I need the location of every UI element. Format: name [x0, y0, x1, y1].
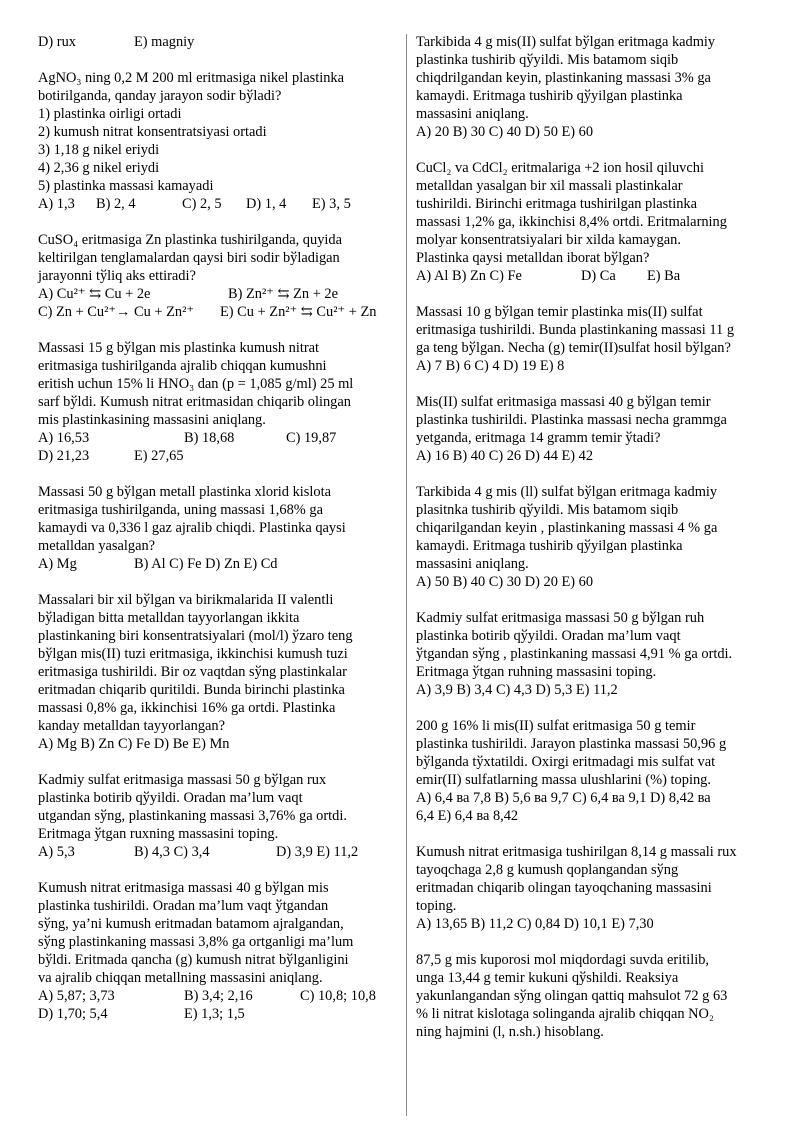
- answer-option: A) 1,3: [38, 196, 75, 212]
- text-line: massasini aniqlang.: [416, 556, 529, 572]
- spacer: [38, 753, 396, 771]
- text-line: plastinka tushirib qўyildi. Mis batamom siqib: [416, 52, 679, 68]
- spacer: [38, 465, 396, 483]
- answer-option: A) 16,53: [38, 430, 90, 446]
- text-line: sўng plastinkaning massasi 3,8% ga ortganligi ma’lum: [38, 934, 354, 950]
- spacer: [416, 933, 778, 951]
- text-line: plastinka botirib qўyildi. Oradan ma’lum vaqt: [416, 628, 681, 644]
- answer-option: D) Ca: [581, 268, 616, 284]
- text-line: kamaydi. Eritmaga tushirib qўyilgan plastinka: [416, 538, 683, 554]
- answer-options: [38, 555, 396, 573]
- text-line: A) 3,9 B) 3,4 C) 4,3 D) 5,3 E) 11,2: [416, 682, 618, 698]
- text-line: metalldan yasalgan bir xil massali plastinkalar: [416, 178, 683, 194]
- answer-options: [38, 429, 396, 447]
- text-line: tayoqchaga 2,8 g kumush qoplangandan sўng: [416, 862, 679, 878]
- answer-option: B) 2, 4: [96, 196, 136, 212]
- text-line: Massalari bir xil bўlgan va birikmalarida II valentli: [38, 592, 334, 608]
- right-column: [416, 33, 778, 1041]
- answer-options: [38, 303, 396, 321]
- text-line: chiqdrilgandan keyin, plastinkaning massasi 3% ga: [416, 70, 711, 86]
- text-line: A) 20 B) 30 C) 40 D) 50 E) 60: [416, 124, 594, 140]
- text-line: Kadmiy sulfat eritmasiga massasi 50 g bўlgan rux: [38, 772, 327, 788]
- answer-option: E) 1,3; 1,5: [184, 1006, 245, 1022]
- text-line: yakunlangandan sўng olingan qattiq mahsulot 72 g 63: [416, 988, 728, 1004]
- answer-option: C) Zn + Cu²⁺→ Cu + Zn²⁺: [38, 304, 194, 320]
- text-line: plastinka tushirildi. Oradan ma’lum vaqt ўtgandan: [38, 898, 329, 914]
- answer-option: A) Al B) Zn C) Fe: [416, 268, 522, 284]
- text-line: CuCl₂ va CdCl₂ eritmalariga +2 ion hosil qiluvchi: [416, 160, 704, 176]
- text-line: eritmasiga tushirildi. Bunda plastinkaning massasi 11 g: [416, 322, 735, 338]
- answer-option: E) magniy: [134, 34, 195, 50]
- spacer: [416, 141, 778, 159]
- text-line: eritmasiga tushirilganda, uning massasi 1,68% ga: [38, 502, 323, 518]
- text-line: tushirildi. Birinchi eritmaga tushirilgan plastinka: [416, 196, 697, 212]
- spacer: [38, 213, 396, 231]
- text-line: plastinka tushirildi. Jarayon plastinka massasi 50,96 g: [416, 736, 727, 752]
- answer-option: B) 18,68: [184, 430, 235, 446]
- text-line: A) 13,65 B) 11,2 C) 0,84 D) 10,1 E) 7,30: [416, 916, 654, 932]
- answer-option: B) 3,4; 2,16: [184, 988, 253, 1004]
- left-column: [38, 33, 396, 1023]
- text-line: CuSO₄ eritmasiga Zn plastinka tushirilganda, quyida: [38, 232, 342, 248]
- text-line: massasi 1,2% ga, ikkinchisi 8,4% ortdi. Eritmalarning: [416, 214, 727, 230]
- answer-options: [416, 267, 778, 285]
- text-line: mis plastinkasining massasini aniqlang.: [38, 412, 266, 428]
- text-line: Massasi 15 g bўlgan mis plastinka kumush nitrat: [38, 340, 319, 356]
- text-line: va ajralib chiqqan metallning massasini aniqlang.: [38, 970, 323, 986]
- text-line: massasini aniqlang.: [416, 106, 529, 122]
- answer-option: B) Al C) Fe D) Zn E) Cd: [134, 556, 278, 572]
- answer-option: C) 2, 5: [182, 196, 222, 212]
- text-line: A) 16 B) 40 C) 26 D) 44 E) 42: [416, 448, 594, 464]
- text-line: Eritmaga ўtgan ruhning massasini toping.: [416, 664, 657, 680]
- spacer: [416, 825, 778, 843]
- text-line: bўlgan mis(II) tuzi eritmasiga, ikkinchisi kumush tuzi: [38, 646, 348, 662]
- spacer: [416, 465, 778, 483]
- answer-option: B) Zn²⁺ ⇆ Zn + 2e: [228, 286, 339, 302]
- text-line: bўlganda tўxtatildi. Oxirgi eritmadagi mis sulfat vat: [416, 754, 716, 770]
- answer-option: A) 5,3: [38, 844, 75, 860]
- text-line: ўtgandan sўng , plastinkaning massasi 4,91 % ga ortdi.: [416, 646, 733, 662]
- text-line: jarayonni tўliq aks ettiradi?: [38, 268, 196, 284]
- text-line: eritmasiga tushirilganda ajralib chiqqan kumushni: [38, 358, 327, 374]
- answer-option: E) 27,65: [134, 448, 184, 464]
- answer-option: D) 1,70; 5,4: [38, 1006, 108, 1022]
- column-divider: [406, 34, 407, 1116]
- text-line: metalldan yasalgan?: [38, 538, 156, 554]
- text-line: massasi 0,8% ga, ikkinchisi 16% ga ortdi. Plastinka: [38, 700, 336, 716]
- spacer: [416, 375, 778, 393]
- spacer: [416, 699, 778, 717]
- text-line: Tarkibida 4 g mis(II) sulfat bўlgan eritmaga kadmiy: [416, 34, 716, 50]
- text-line: A) 7 B) 6 C) 4 D) 19 E) 8: [416, 358, 565, 374]
- text-line: A) 50 B) 40 C) 30 D) 20 E) 60: [416, 574, 594, 590]
- answer-options: [38, 33, 396, 51]
- answer-option: A) Mg: [38, 556, 77, 572]
- answer-option: A) 5,87; 3,73: [38, 988, 115, 1004]
- text-line: % li nitrat kislotaga solinganda ajralib chiqqan NO₂: [416, 1006, 714, 1022]
- text-line: A) Mg B) Zn C) Fe D) Be E) Mn: [38, 736, 230, 752]
- answer-option: D) 1, 4: [246, 196, 287, 212]
- text-line: 3) 1,18 g nikel eriydi: [38, 142, 160, 158]
- answer-option: E) Ba: [647, 268, 681, 284]
- text-line: Eritmaga ўtgan ruxning massasini toping.: [38, 826, 279, 842]
- text-line: Kadmiy sulfat eritmasiga massasi 50 g bўlgan ruh: [416, 610, 705, 626]
- spacer: [38, 51, 396, 69]
- text-line: kamaydi va 0,336 l gaz ajralib chiqdi. Plastinka qaysi: [38, 520, 346, 536]
- text-line: bўladigan bitta metalldan tayyorlangan ikkita: [38, 610, 300, 626]
- text-line: kamaydi. Eritmaga tushirib qўyilgan plastinka: [416, 88, 683, 104]
- answer-option: A) Cu²⁺ ⇆ Cu + 2e: [38, 286, 151, 302]
- text-line: plastinka botirib qўyildi. Oradan ma’lum vaqt: [38, 790, 303, 806]
- text-line: 200 g 16% li mis(II) sulfat eritmasiga 50 g temir: [416, 718, 696, 734]
- text-line: ga teng bўlgan. Necha (g) temir(II)sulfat hosil bўlgan?: [416, 340, 731, 356]
- spacer: [38, 573, 396, 591]
- text-line: 1) plastinka oirligi ortadi: [38, 106, 182, 122]
- text-line: Kumush nitrat eritmasiga tushirilgan 8,14 g massali rux: [416, 844, 737, 860]
- text-line: emir(II) sulfatlarning massa ulushlarini (%) toping.: [416, 772, 711, 788]
- text-line: plasitnka tushirib qўyildi. Mis batamom siqib: [416, 502, 679, 518]
- text-line: bўldi. Eritmada qancha (g) kumush nitrat bўlganligini: [38, 952, 349, 968]
- text-line: eritish uchun 15% li HNO₃ dan (p = 1,085 g/ml) 25 ml: [38, 376, 354, 392]
- text-line: chiqarilgandan keyin , plastinkaning massasi 4 % ga: [416, 520, 718, 536]
- text-line: plastinkaning biri konsentratsiyalari (mol/l) ўzaro teng: [38, 628, 353, 644]
- answer-options: [38, 987, 396, 1005]
- answer-options: [38, 285, 396, 303]
- answer-option: C) 19,87: [286, 430, 337, 446]
- text-line: 87,5 g mis kuporosi mol miqdordagi suvda eritilib,: [416, 952, 709, 968]
- text-line: eritmadan chiqarib olingan tayoqchaning massasini: [416, 880, 712, 896]
- text-line: 4) 2,36 g nikel eriydi: [38, 160, 160, 176]
- text-line: 5) plastinka massasi kamayadi: [38, 178, 214, 194]
- text-line: utgandan sўng, plastinkaning massasi 3,76% ga ortdi.: [38, 808, 347, 824]
- text-line: Plastinka qaysi metalldan iborat bўlgan?: [416, 250, 650, 266]
- text-line: Kumush nitrat eritmasiga massasi 40 g bўlgan mis: [38, 880, 329, 896]
- text-line: 2) kumush nitrat konsentratsiyasi ortadi: [38, 124, 267, 140]
- text-line: botirilganda, qanday jarayon sodir bўladi?: [38, 88, 282, 104]
- spacer: [38, 321, 396, 339]
- answer-options: [38, 195, 396, 213]
- answer-option: E) 3, 5: [312, 196, 351, 212]
- text-line: Massasi 10 g bўlgan temir plastinka mis(II) sulfat: [416, 304, 703, 320]
- text-line: Tarkibida 4 g mis (ll) sulfat bўlgan eritmaga kadmiy: [416, 484, 718, 500]
- answer-option: D) 21,23: [38, 448, 90, 464]
- text-line: eritmasiga tushirildi. Bir oz vaqtdan sўng plastinkalar: [38, 664, 347, 680]
- text-line: molyar konsentratsiyalari bir xilda kamaygan.: [416, 232, 681, 248]
- text-line: ning hajmini (l, n.sh.) hisoblang.: [416, 1024, 604, 1040]
- answer-options: [38, 843, 396, 861]
- text-line: toping.: [416, 898, 457, 914]
- text-line: kanday metalldan tayyorlangan?: [38, 718, 226, 734]
- answer-options: [38, 447, 396, 465]
- text-line: unga 13,44 g temir kukuni qўshildi. Reaksiya: [416, 970, 679, 986]
- spacer: [416, 285, 778, 303]
- answer-option: C) 10,8; 10,8: [300, 988, 376, 1004]
- text-line: sarf bўldi. Kumush nitrat eritmasidan chiqarib olingan: [38, 394, 351, 410]
- text-line: 6,4 E) 6,4 ва 8,42: [416, 808, 519, 824]
- text-line: eritmadan chiqarib quritildi. Bunda birinchi plastinka: [38, 682, 345, 698]
- text-line: keltirilgan tenglamalardan qaysi biri sodir bўladigan: [38, 250, 340, 266]
- answer-option: B) 4,3 C) 3,4: [134, 844, 210, 860]
- text-line: plastinka tushirildi. Plastinka massasi necha grammga: [416, 412, 727, 428]
- text-line: AgNO₃ ning 0,2 M 200 ml eritmasiga nikel plastinka: [38, 70, 344, 86]
- answer-option: D) 3,9 E) 11,2: [276, 844, 359, 860]
- text-line: Mis(II) sulfat eritmasiga massasi 40 g bўlgan temir: [416, 394, 711, 410]
- text-line: sўng, ya’ni kumush eritmadan batamom ajralgandan,: [38, 916, 344, 932]
- answer-option: E) Cu + Zn²⁺ ⇆ Cu²⁺ + Zn: [220, 304, 377, 320]
- text-line: Massasi 50 g bўlgan metall plastinka xlorid kislota: [38, 484, 331, 500]
- text-line: A) 6,4 ва 7,8 B) 5,6 ва 9,7 C) 6,4 ва 9,1 D) 8,42 ва: [416, 790, 711, 806]
- text-line: yetganda, eritmaga 14 gramm temir ўtadi?: [416, 430, 661, 446]
- spacer: [38, 861, 396, 879]
- answer-option: D) rux: [38, 34, 76, 50]
- answer-options: [38, 1005, 396, 1023]
- spacer: [416, 591, 778, 609]
